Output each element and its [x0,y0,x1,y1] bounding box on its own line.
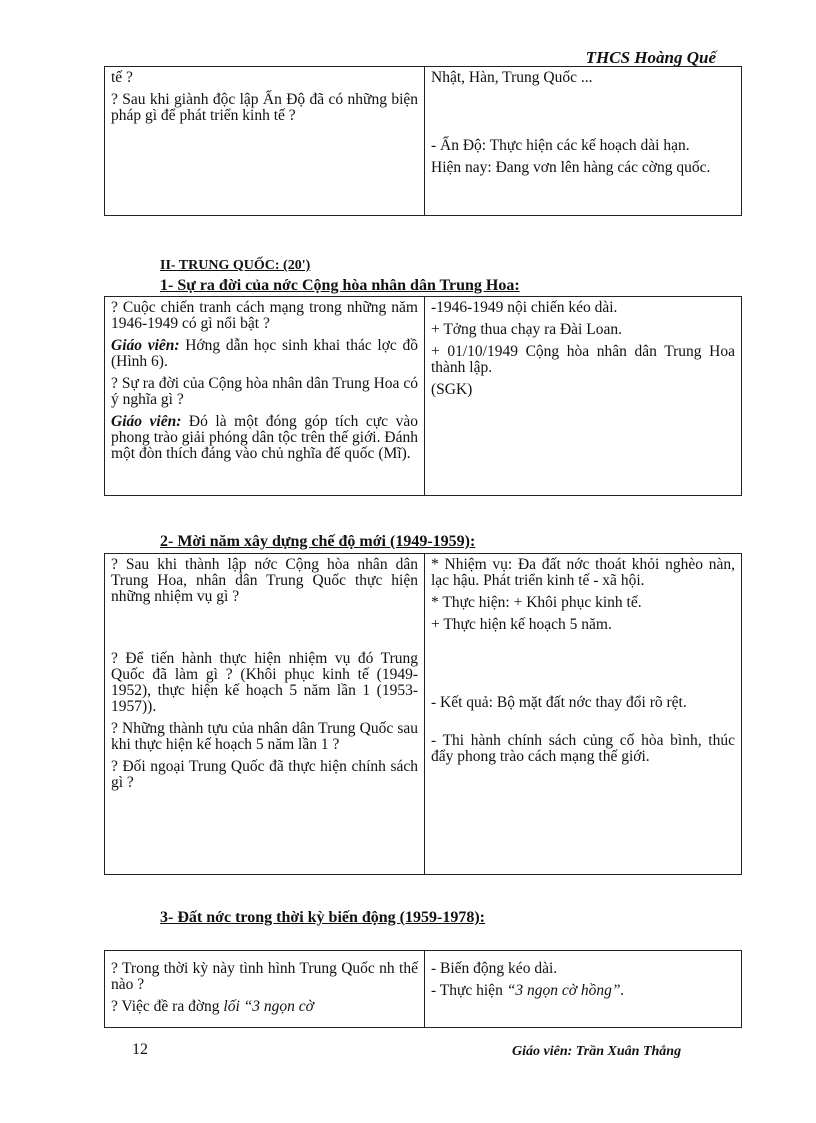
school-header: THCS Hoàng Quế [585,48,716,67]
table-china-founding [104,296,742,496]
question-text: ? Trong thời kỳ này tình hình Trung Quốc nh thế nào ? [111,960,418,993]
question-text: ? Đối ngoại Trung Quốc đã thực hiện chính sách gì ? [111,758,418,791]
table-cell-left [105,951,425,1028]
page-number: 12 [132,1041,148,1058]
answer-text: * Nhiệm vụ: Đa đất nớc thoát khỏi nghèo nàn, lạc hậu. Phát triển kinh tế - xã hội. [431,556,735,589]
teacher-note-text: Đó là một đóng góp tích cực vào phong trào giải phóng dân tộc trên thế giới. Đánh một đòn thích đáng vào chủ nghĩa đế quốc (Mĩ). [111,413,418,462]
table-cell-left [105,67,425,216]
answer-text: Nhật, Hàn, Trung Quốc ... [431,69,593,86]
table-cell-right [425,297,742,496]
table-cell-left [105,554,425,875]
question-text: ? Sau khi giành độc lập Ấn Độ đã có những biện pháp gì để phát triển kinh tế ? [111,91,418,124]
answer-text: -1946-1949 nội chiến kéo dài. [431,299,618,316]
teacher-note-text: Hớng dẫn học sinh khai thác lợc đồ (Hình 6). [111,337,418,370]
teacher-note [111,338,418,370]
section-subtitle: 1- Sự ra đời của nớc Cộng hòa nhân dân Trung Hoa: [160,277,520,294]
answer-text-part: - Thực hiện [431,982,507,999]
answer-text: + Thực hiện kế hoạch 5 năm. [431,616,612,633]
answer-text: (SGK) [431,381,473,398]
answer-text: - Thi hành chính sách củng cố hòa bình, thúc đẩy phong trào cách mạng thế giới. [431,732,735,765]
question-text-part: ? Việc đề ra đờng [111,998,224,1015]
answer-text: + Tởng thua chạy ra Đài Loan. [431,321,622,338]
table-ten-years [104,553,742,875]
question-text: ? Để tiến hành thực hiện nhiệm vụ đó Trung Quốc đã làm gì ? (Khôi phục kinh tế (1949-1952), thực hiện kế hoạch 5 năm lần 1 (1953-1957)). [111,650,418,715]
answer-text [431,983,735,999]
teacher-label: Giáo viên: [111,413,182,430]
question-text: ? Sự ra đời của Cộng hòa nhân dân Trung Hoa có ý nghĩa gì ? [111,375,418,408]
table-cell-right [425,67,742,216]
answer-text: - Kết quả: Bộ mặt đất nớc thay đổi rõ rệt. [431,694,687,711]
table-cell-left [105,297,425,496]
table-cell-right [425,951,742,1028]
table-turbulent-period [104,950,742,1028]
section-title: II- TRUNG QUỐC: (20') [160,258,311,273]
table-india [104,66,742,216]
question-text: ? Sau khi thành lập nớc Cộng hòa nhân dân Trung Hoa, nhân dân Trung Quốc thực hiện những nhiệm vụ gì ? [111,556,418,605]
answer-text: * Thực hiện: + Khôi phục kinh tế. [431,594,642,611]
question-text-italic: lối “3 ngọn cờ [223,998,314,1015]
teacher-note [111,414,418,462]
answer-text: - Ấn Độ: Thực hiện các kế hoạch dài hạn. [431,137,690,154]
answer-text: Hiện nay: Đang vơn lên hàng các cờng quốc. [431,159,711,176]
question-text: ? Cuộc chiến tranh cách mạng trong những năm 1946-1949 có gì nổi bật ? [111,299,418,332]
section-title: 3- Đất nớc trong thời kỳ biến động (1959-1978): [160,909,485,926]
answer-text-italic: “3 ngọn cờ hồng”. [506,982,625,999]
question-text: ? Những thành tựu của nhân dân Trung Quốc sau khi thực hiện kế hoạch 5 năm lần 1 ? [111,720,418,753]
answer-text: + 01/10/1949 Cộng hòa nhân dân Trung Hoa thành lập. [431,343,735,376]
section-title: 2- Mời năm xây dựng chế độ mới (1949-1959): [160,533,476,550]
question-text: tế ? [111,69,133,86]
teacher-label: Giáo viên: [111,337,180,354]
teacher-signature: Giáo viên: Trần Xuân Thắng [512,1044,682,1059]
answer-text: - Biến động kéo dài. [431,960,558,977]
question-text [111,999,418,1015]
table-cell-right [425,554,742,875]
